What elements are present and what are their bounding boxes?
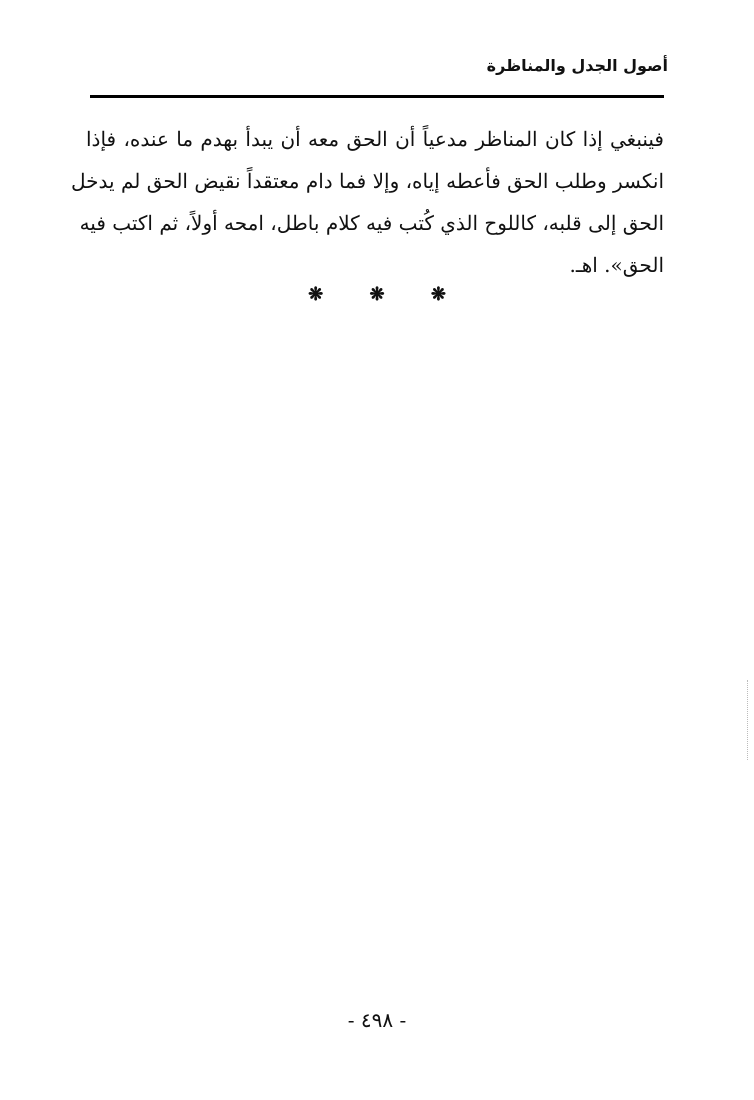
running-title: أصول الجدل والمناظرة: [486, 56, 668, 75]
separator-star-icon: ❋: [308, 284, 324, 305]
body-paragraph: [71, 118, 664, 286]
header-rule: [90, 95, 664, 98]
page-number: - ٤٩٨ -: [347, 1008, 407, 1032]
scan-edge-marks: [745, 680, 748, 760]
body-line: الحق». اهـ.: [569, 253, 664, 277]
body-line: الحق إلى قلبه، كاللوح الذي كُتب فيه كلام باطل، امحه أولاً، ثم اكتب فيه: [79, 211, 664, 235]
body-line: فينبغي إذا كان المناظر مدعياً أن الحق معه أن يبدأ بهدم ما عنده، فإذا: [86, 127, 664, 151]
separator-star-icon: ❋: [369, 284, 385, 305]
section-separator: [0, 284, 754, 305]
separator-star-icon: ❋: [430, 284, 446, 305]
body-line: انكسر وطلب الحق فأعطه إياه، وإلا فما دام معتقداً نقيض الحق لم يدخل: [71, 169, 664, 193]
